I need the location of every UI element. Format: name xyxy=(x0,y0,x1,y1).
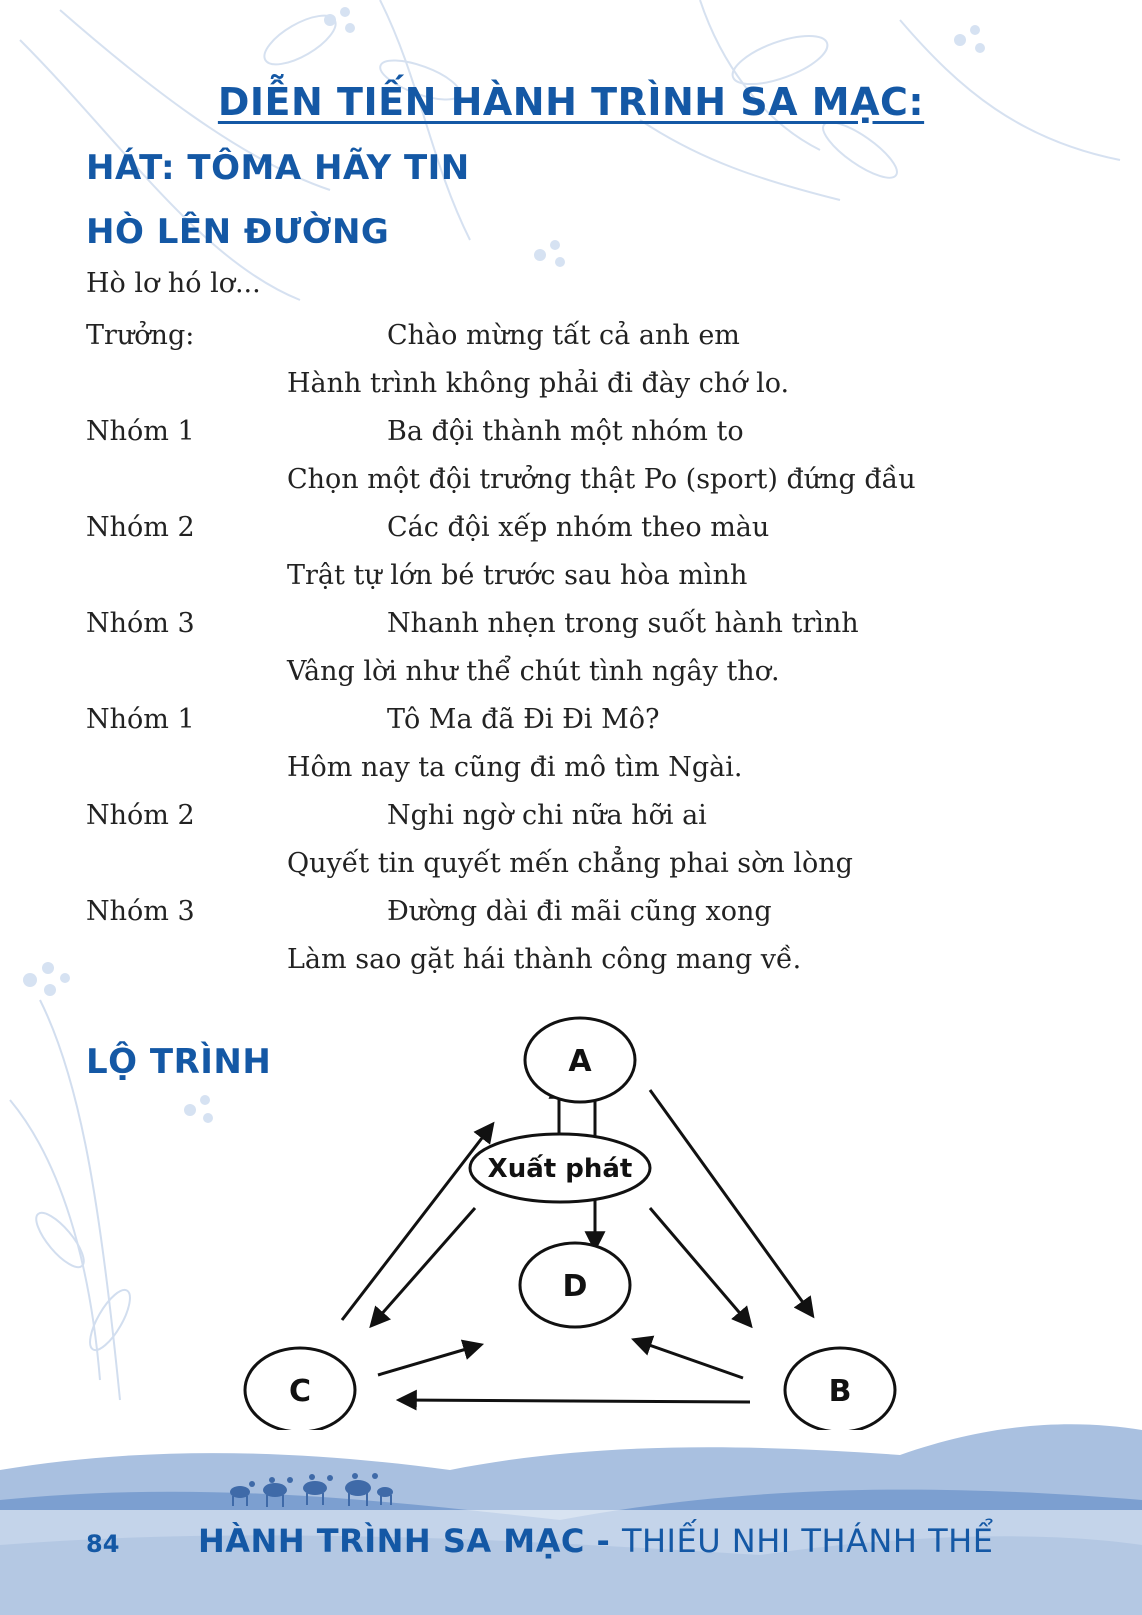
footer-title-bold: HÀNH TRÌNH SA MẠC xyxy=(198,1522,585,1560)
node-c-label: C xyxy=(288,1374,312,1409)
lyric-first-line: Chào mừng tất cả anh em xyxy=(387,320,740,351)
speaker-label: Nhóm 2 xyxy=(86,800,195,831)
route-heading: LỘ TRÌNH xyxy=(86,1042,272,1082)
lyric-second-line: Chọn một đội trưởng thật Po (sport) đứng đầu xyxy=(287,464,916,495)
lyric-first-line: Đường dài đi mãi cũng xong xyxy=(387,896,772,927)
arrow-start-to-b xyxy=(650,1208,750,1325)
lyric-first-line: Ba đội thành một nhóm to xyxy=(387,416,744,447)
arrow-c-to-a xyxy=(342,1125,492,1320)
lyric-line xyxy=(86,840,1066,888)
arrow-b-to-c xyxy=(400,1400,750,1402)
lyric-line xyxy=(86,312,1066,360)
lyric-first-line: Nghi ngờ chi nữa hỡi ai xyxy=(387,800,707,831)
footer-title-thin: THIẾU NHI THÁNH THỂ xyxy=(621,1522,994,1560)
lyric-line xyxy=(86,648,1066,696)
lyric-line xyxy=(86,600,1066,648)
speaker-label: Nhóm 3 xyxy=(86,896,195,927)
arrow-start-to-c xyxy=(372,1208,475,1325)
lyric-first-line: Các đội xếp nhóm theo màu xyxy=(387,512,770,543)
lyric-second-line: Hôm nay ta cũng đi mô tìm Ngài. xyxy=(287,752,743,783)
desert-dunes xyxy=(0,1424,1142,1615)
lyric-line xyxy=(86,552,1066,600)
lyric-line xyxy=(86,744,1066,792)
lyric-line xyxy=(86,504,1066,552)
speaker-label: Nhóm 1 xyxy=(86,704,195,735)
page-number: 84 xyxy=(86,1530,120,1558)
footer-title xyxy=(198,1522,993,1560)
arrow-c-to-d xyxy=(378,1345,480,1375)
lyric-line xyxy=(86,792,1066,840)
chant-intro: Hò lơ hó lơ... xyxy=(86,268,261,299)
song-heading: HÁT: TÔMA HÃY TIN xyxy=(86,148,470,188)
footer-separator: - xyxy=(584,1522,622,1560)
arrow-a-to-b xyxy=(650,1090,812,1315)
lyric-line xyxy=(86,456,1066,504)
page-title: DIỄN TIẾN HÀNH TRÌNH SA MẠC: xyxy=(217,80,925,124)
node-d-label: D xyxy=(562,1269,588,1304)
node-start-label: Xuất phát xyxy=(487,1154,633,1184)
lyric-line xyxy=(86,936,1066,984)
lyric-line xyxy=(86,360,1066,408)
chant-heading: HÒ LÊN ĐƯỜNG xyxy=(86,212,390,252)
lyric-line xyxy=(86,696,1066,744)
speaker-label: Nhóm 1 xyxy=(86,416,195,447)
node-b-label: B xyxy=(828,1374,852,1409)
route-diagram xyxy=(230,1010,930,1430)
lyric-second-line: Vâng lời như thể chút tình ngây thơ. xyxy=(287,656,780,687)
lyric-first-line: Nhanh nhẹn trong suốt hành trình xyxy=(387,608,859,639)
node-a-label: A xyxy=(568,1044,592,1079)
lyric-second-line: Hành trình không phải đi đày chớ lo. xyxy=(287,368,790,399)
lyric-second-line: Làm sao gặt hái thành công mang về. xyxy=(287,944,802,975)
speaker-label: Trưởng: xyxy=(86,320,195,351)
arrow-b-to-d xyxy=(635,1340,743,1378)
speaker-label: Nhóm 2 xyxy=(86,512,195,543)
lyric-line xyxy=(86,888,1066,936)
lyric-second-line: Quyết tin quyết mến chẳng phai sờn lòng xyxy=(287,848,853,879)
chant-lyrics xyxy=(86,312,1066,984)
lyric-first-line: Tô Ma đã Đi Đi Mô? xyxy=(387,704,660,735)
lyric-line xyxy=(86,408,1066,456)
speaker-label: Nhóm 3 xyxy=(86,608,195,639)
lyric-second-line: Trật tự lớn bé trước sau hòa mình xyxy=(287,560,748,591)
